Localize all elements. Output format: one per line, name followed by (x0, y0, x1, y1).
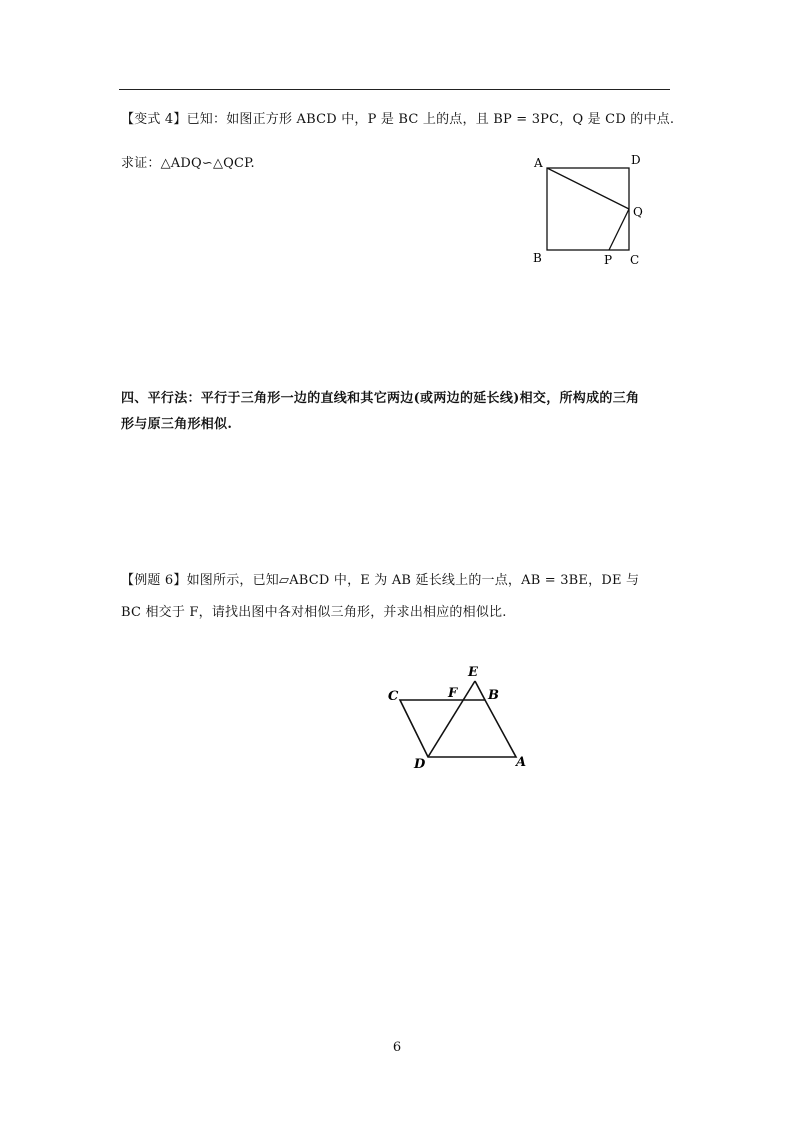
example6-statement: 【例题 6】如图所示，已知▱ABCD 中，E 为 AB 延长线上的一点，AB = 3BE，DE 与 (121, 573, 640, 588)
square-abcd (547, 168, 629, 250)
section4-heading-cont: 形与原三角形相似. (121, 417, 233, 432)
label-c: C (388, 689, 399, 704)
label-d: D (414, 757, 426, 772)
label-e: E (468, 665, 478, 680)
label-b: B (533, 251, 542, 265)
label-d: D (631, 153, 641, 167)
label-q: Q (633, 205, 643, 219)
example6-statement-cont: BC 相交于 F，请找出图中各对相似三角形，并求出相应的相似比. (121, 605, 507, 620)
header-rule (119, 89, 670, 90)
variant4-prove: 求证：△ADQ∽△QCP. (121, 156, 255, 171)
label-a: A (534, 156, 543, 170)
segment-qp (609, 209, 629, 250)
parallelogram-figure (380, 660, 540, 780)
segment-aq (547, 168, 629, 209)
page-number: 6 (392, 1040, 402, 1055)
label-p: P (604, 253, 613, 267)
section4-heading: 四、平行法：平行于三角形一边的直线和其它两边(或两边的延长线)相交，所构成的三角 (121, 391, 640, 406)
label-b: B (488, 688, 499, 703)
variant4-statement: 【变式 4】已知：如图正方形 ABCD 中，P 是 BC 上的点，且 BP = 3PC，Q 是 CD 的中点. (121, 112, 675, 127)
label-a: A (516, 755, 527, 770)
label-c: C (630, 253, 640, 267)
square-figure (520, 150, 650, 270)
label-f: F (448, 686, 458, 701)
segment-eb (475, 681, 485, 700)
